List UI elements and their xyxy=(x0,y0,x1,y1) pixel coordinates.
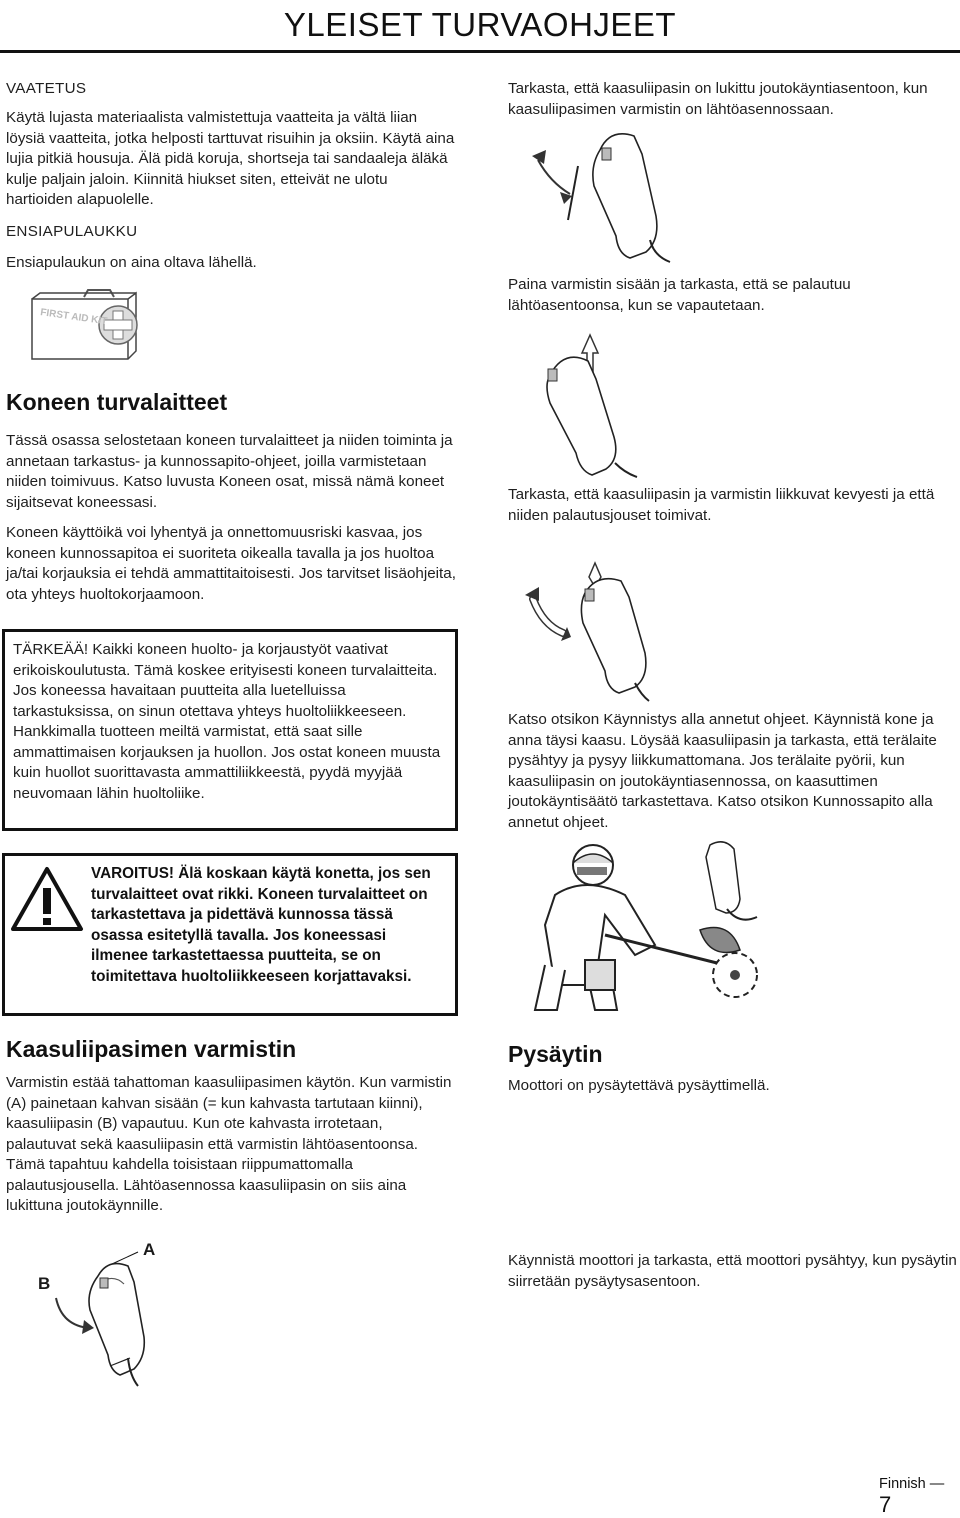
check-text-3: Tarkasta, että kaasuliipasin ja varmistin liikkuvat kevyesti ja että niiden palautusjouset toimivat. xyxy=(508,486,935,524)
warning-box xyxy=(2,853,458,1016)
handle-check-illustration-2 xyxy=(520,325,690,485)
check-text-2: Paina varmistin sisään ja tarkasta, että se palautuu lähtöasentoonsa, kun se vapautetaan. xyxy=(508,276,851,314)
label-b: B xyxy=(38,1274,51,1293)
first-aid-kit-icon xyxy=(28,285,143,370)
footer-dash: — xyxy=(929,1476,945,1492)
section-heading-safety: Koneen turvalaitteet xyxy=(6,389,228,415)
throttle-lock-text: Varmistin estää tahattoman kaasuliipasimen käytön. Kun varmistin (A) painetaan kahvan sisään (= kun kahvasta tartutaan kiinni), kaasuliipasin (B) vapautuu. Kun ote kahvasta irrotetaan, palautuvat sekä kaasuliipasin että varmistin lähtöasentoonsa. Tämä tapahtuu kahdella toisistaan riippumattomalla palautusjousella. Lähtöasennossa kaasuliipasin on siis aina lukittuna joutokäynnille. xyxy=(6,1074,452,1214)
handle-check-illustration-1 xyxy=(530,120,710,265)
warning-text: VAROITUS! Älä koskaan käytä konetta, jos sen turvalaitteet ovat rikki. Koneen turvalaitteet on tarkastettava ja pidettävä kunnossa tässä osassa esitetyllä tavalla. Jos koneessasi ilmenee tarkastettaessa puutteita, se on toimitettava huoltoliikkeeseen korjattavaksi. xyxy=(91,865,431,985)
stop-check-text: Käynnistä moottori ja tarkasta, että moottori pysähtyy, kun pysäytin siirretään pysäytysasentoon. xyxy=(508,1252,957,1290)
operator-trimmer-illustration xyxy=(515,835,765,1020)
footer-language: Finnish xyxy=(879,1476,926,1492)
firstaid-heading: ENSIAPULAUKKU xyxy=(6,223,138,240)
firstaid-text: Ensiapulaukun on aina oltava lähellä. xyxy=(6,254,257,271)
stop-text: Moottori on pysäytettävä pysäyttimellä. xyxy=(508,1077,770,1094)
safety-paragraph-1: Tässä osassa selostetaan koneen turvalaitteet ja niiden toiminta ja annetaan tarkastus- ja kunnossapito-ohjeet, joilla varmistetaan niiden toimivuus. Katso luvusta Koneen osat, missä nämä koneet sijaitsevat koneessasi. xyxy=(6,432,453,511)
important-notice-box xyxy=(2,629,458,831)
page-title: YLEISET TURVAOHJEET xyxy=(283,6,677,43)
section-heading-stop: Pysäytin xyxy=(508,1041,603,1067)
check-text-1: Tarkasta, että kaasuliipasin on lukittu joutokäyntiasentoon, kun kaasuliipasimen varmistin on lähtöasennossaan. xyxy=(508,80,928,118)
section-heading-throttle-lock: Kaasuliipasimen varmistin xyxy=(6,1036,297,1062)
page-number: 7 xyxy=(879,1492,892,1517)
warning-icon xyxy=(10,866,84,932)
handle-check-illustration-3 xyxy=(525,555,695,705)
kit-text: FIRST AID KIT xyxy=(39,307,108,328)
check-text-4: Katso otsikon Käynnistys alla annetut ohjeet. Käynnistä kone ja anna täysi kaasu. Löysää kaasuliipasin ja tarkasta, että terälaite pysähtyy ja pysyy liikkumattomana. Jos terälaite pyörii, kun kaasuliipasin on joutokäyntiasennossa, on kaasuttimen joutokäyntisäätö tarkastettava. Katso otsikon Kunnossapito alla annetut ohjeet. xyxy=(508,711,937,831)
throttle-handle-illustration xyxy=(40,1248,180,1393)
clothing-text: Käytä lujasta materiaalista valmistettuja vaatteita ja vältä liian löysiä vaatteita, jotka helposti tarttuvat risuihin ja oksiin. Käytä aina lujia pitkiä housuja. Älä pidä koruja, shortseja tai sandaaleja äläkä kulje paljain jaloin. Kiinnitä hiukset siten, etteivät ne ulotu hartioiden alapuolelle. xyxy=(6,109,455,208)
label-a: A xyxy=(143,1240,156,1259)
clothing-heading: VAATETUS xyxy=(6,80,87,97)
important-text: TÄRKEÄÄ! Kaikki koneen huolto- ja korjaustyöt vaativat erikoiskoulutusta. Tämä koskee erityisesti koneen turvalaitteita. Jos koneessa havaitaan puutteita alla luetelluissa tarkastuksissa, on sinun otettava yhteys huoltoliikkeeseen. Hankkimalla tuotteen meiltä varmistat, että saat sille ammattimaisen korjauksen ja huollon. Jos ostat koneen muusta kuin huollot suorittavasta ammattiliikkeestä, pyydä myyjää neuvomaan lähin huoltoliike. xyxy=(13,641,441,802)
page-footer xyxy=(879,1476,960,1518)
header-rule xyxy=(0,50,960,53)
safety-paragraph-2: Koneen käyttöikä voi lyhentyä ja onnettomuusriski kasvaa, jos koneen kunnossapitoa ei suoriteta oikealla tavalla ja jos huoltoa ja/tai korjauksia ei tehdä ammattitaitoisesti. Jos tarvitset lisäohjeita, ota yhteys huoltokorjaamoon. xyxy=(6,524,456,603)
